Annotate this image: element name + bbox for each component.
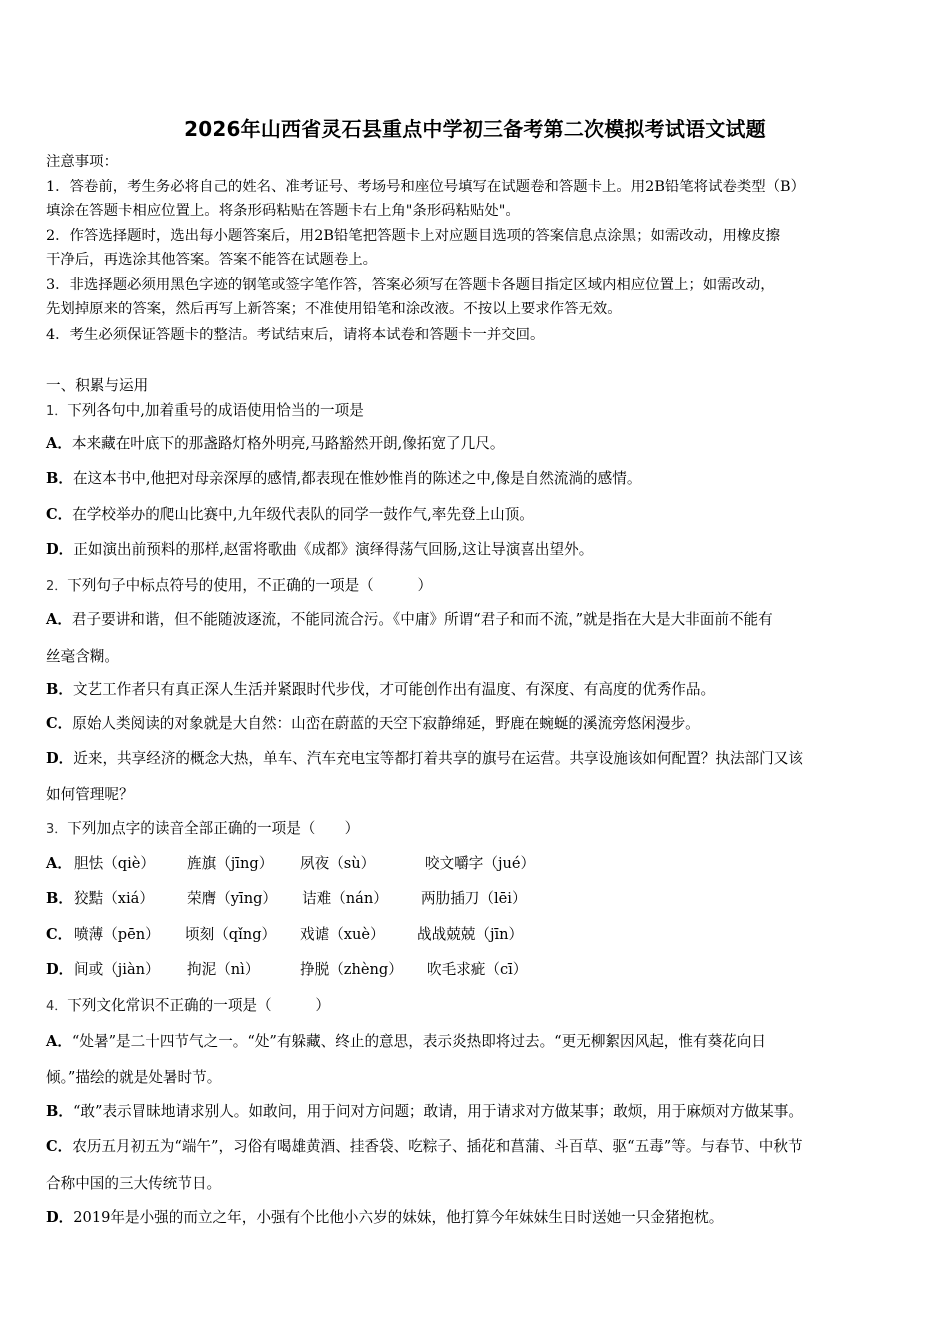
pinyin-item: 狡黠（xiá） — [74, 890, 154, 907]
question-2-option-d — [46, 750, 803, 768]
question-3-option-d — [46, 961, 528, 979]
question-3-option-b — [46, 890, 527, 908]
notice-line: 3．非选择题必须用黑色字迹的钢笔或签字笔作答，答案必须写在答题卡各题目指定区域内相应位置上；如需改动， — [46, 277, 775, 293]
question-1-option-b — [46, 470, 641, 488]
option-label: D． — [46, 961, 74, 978]
option-label: B． — [46, 470, 73, 487]
option-text: 农历五月初五为“端午”，习俗有喝雄黄酒、挂香袋、吃粽子、插花和菖蒲、斗百草、驱“五毒”等。与春节、中秋节 — [72, 1138, 803, 1155]
option-label: A． — [46, 855, 72, 872]
question-text: 下列句子中标点符号的使用，不正确的一项是（ ） — [67, 577, 433, 594]
pinyin-item: 两肋插刀（lēi） — [421, 890, 527, 907]
option-text: 文艺工作者只有真正深人生活并紧跟时代步伐，才可能创作出有温度、有深度、有高度的优秀作品。 — [72, 681, 716, 698]
pinyin-item: 咬文嚼字（jué） — [425, 855, 536, 872]
question-2-option-a — [46, 611, 773, 629]
question-2-option-c — [46, 715, 700, 733]
question-4-option-c — [46, 1138, 803, 1156]
question-1-option-a — [46, 435, 504, 453]
question-4-option-d — [46, 1209, 723, 1227]
option-text: “处暑”是二十四节气之一。“处”有躲藏、终止的意思，表示炎热即将过去。“更无柳絮因风起，惟有葵花向日 — [71, 1033, 766, 1050]
question-2-option-d-cont: 如何管理呢？ — [46, 786, 134, 803]
pinyin-item: 吹毛求疵（cī） — [427, 961, 528, 978]
question-4-option-b — [46, 1103, 803, 1121]
option-label: D． — [46, 541, 74, 558]
question-text: 下列文化常识不正确的一项是（ ） — [67, 997, 330, 1014]
option-label: C． — [46, 926, 73, 943]
option-text: 在学校举办的爬山比赛中,九年级代表队的同学一鼓作气,率先登上山顶。 — [72, 506, 534, 523]
question-3-option-c — [46, 926, 524, 944]
option-text: 正如演出前预料的那样,赵雷将歌曲《成都》演绎得荡气回肠,这让导演喜出望外。 — [73, 541, 594, 558]
pinyin-item: 胆怯（qiè） — [74, 855, 156, 872]
pinyin-item: 诘难（nán） — [302, 890, 388, 907]
notice-line: 干净后，再选涂其他答案。答案不能答在试题卷上。 — [46, 252, 377, 268]
question-4-option-c-cont: 合称中国的三大传统节日。 — [46, 1175, 222, 1192]
section-heading: 一、积累与运用 — [46, 377, 149, 394]
question-3-option-a — [46, 855, 536, 873]
pinyin-item: 夙夜（sù） — [300, 855, 376, 872]
question-number: 1． — [46, 404, 68, 419]
question-4-stem — [46, 997, 330, 1016]
pinyin-item: 拘泥（nì） — [187, 961, 260, 978]
option-label: A． — [46, 435, 72, 452]
option-label: A． — [46, 1033, 72, 1050]
option-text: 原始人类阅读的对象就是大自然：山峦在蔚蓝的天空下寂静绵延，野鹿在蜿蜒的溪流旁悠闲漫步。 — [72, 715, 700, 732]
notice-line: 填涂在答题卡相应位置上。将条形码粘贴在答题卡右上角"条形码粘贴处"。 — [46, 203, 520, 219]
notice-line: 1．答卷前，考生务必将自己的姓名、准考证号、考场号和座位号填写在试题卷和答题卡上。用2B铅笔将试卷类型（B） — [46, 179, 805, 195]
question-4-option-a — [46, 1033, 766, 1051]
question-number: 3． — [46, 822, 68, 837]
question-2-stem — [46, 577, 432, 596]
option-label: D． — [46, 1209, 74, 1226]
question-1-stem — [46, 402, 364, 421]
question-2-option-a-cont: 丝毫含糊。 — [46, 648, 119, 665]
question-number: 2． — [46, 579, 68, 594]
pinyin-item: 间或（jiàn） — [74, 961, 160, 978]
question-text: 下列加点字的读音全部正确的一项是（ ） — [67, 820, 360, 837]
option-label: C． — [46, 506, 73, 523]
notice-line: 2．作答选择题时，选出每小题答案后，用2B铅笔把答题卡上对应题目选项的答案信息点涂黑；如需改动，用橡皮擦 — [46, 228, 781, 244]
option-text: 近来，共享经济的概念大热，单车、汽车充电宝等都打着共享的旗号在运营。共享设施该如何配置？执法部门又该 — [73, 750, 803, 767]
page-title: 2026年山西省灵石县重点中学初三备考第二次模拟考试语文试题 — [184, 117, 766, 141]
question-1-option-d — [46, 541, 593, 559]
option-label: A． — [46, 611, 72, 628]
question-3-stem — [46, 820, 359, 839]
option-text: 2019年是小强的而立之年，小强有个比他小六岁的妹妹，他打算今年妹妹生日时送她一只金猪抱枕。 — [73, 1209, 724, 1226]
option-label: D． — [46, 750, 74, 767]
option-label: B． — [46, 890, 73, 907]
question-4-option-a-cont: 倾。”描绘的就是处暑时节。 — [46, 1069, 222, 1086]
option-label: C． — [46, 1138, 73, 1155]
option-label: B． — [46, 1103, 73, 1120]
pinyin-item: 喷薄（pēn） — [74, 926, 160, 943]
pinyin-item: 战战兢兢（jīn） — [417, 926, 524, 943]
notice-heading: 注意事项： — [46, 154, 118, 170]
option-text: 君子要讲和谐，但不能随波逐流，不能同流合污。《中庸》所谓“君子和而不流，”就是指在大是大非面前不能有 — [71, 611, 773, 628]
option-text: “敢”表示冒昧地请求别人。如敢问，用于问对方问题；敢请，用于请求对方做某事；敢烦，用于麻烦对方做某事。 — [72, 1103, 803, 1120]
question-text: 下列各句中,加着重号的成语使用恰当的一项是 — [67, 402, 364, 419]
option-text: 本来藏在叶底下的那盏路灯格外明亮,马路豁然开朗,像拓宽了几尺。 — [71, 435, 505, 452]
notice-line: 4．考生必须保证答题卡的整洁。考试结束后，请将本试卷和答题卡一并交回。 — [46, 327, 545, 343]
pinyin-item: 戏谑（xuè） — [300, 926, 385, 943]
pinyin-item: 荣膺（yīng） — [187, 890, 278, 907]
option-label: B． — [46, 681, 73, 698]
question-2-option-b — [46, 681, 715, 699]
notice-line: 先划掉原来的答案，然后再写上新答案；不准使用铅笔和涂改液。不按以上要求作答无效。 — [46, 301, 622, 317]
pinyin-item: 挣脱（zhèng） — [300, 961, 403, 978]
pinyin-item: 顷刻（qǐng） — [185, 926, 277, 943]
pinyin-item: 旌旗（jīng） — [187, 855, 274, 872]
question-1-option-c — [46, 506, 534, 524]
option-label: C． — [46, 715, 73, 732]
option-text: 在这本书中,他把对母亲深厚的感情,都表现在惟妙惟肖的陈述之中,像是自然流淌的感情。 — [72, 470, 642, 487]
question-number: 4． — [46, 999, 68, 1014]
